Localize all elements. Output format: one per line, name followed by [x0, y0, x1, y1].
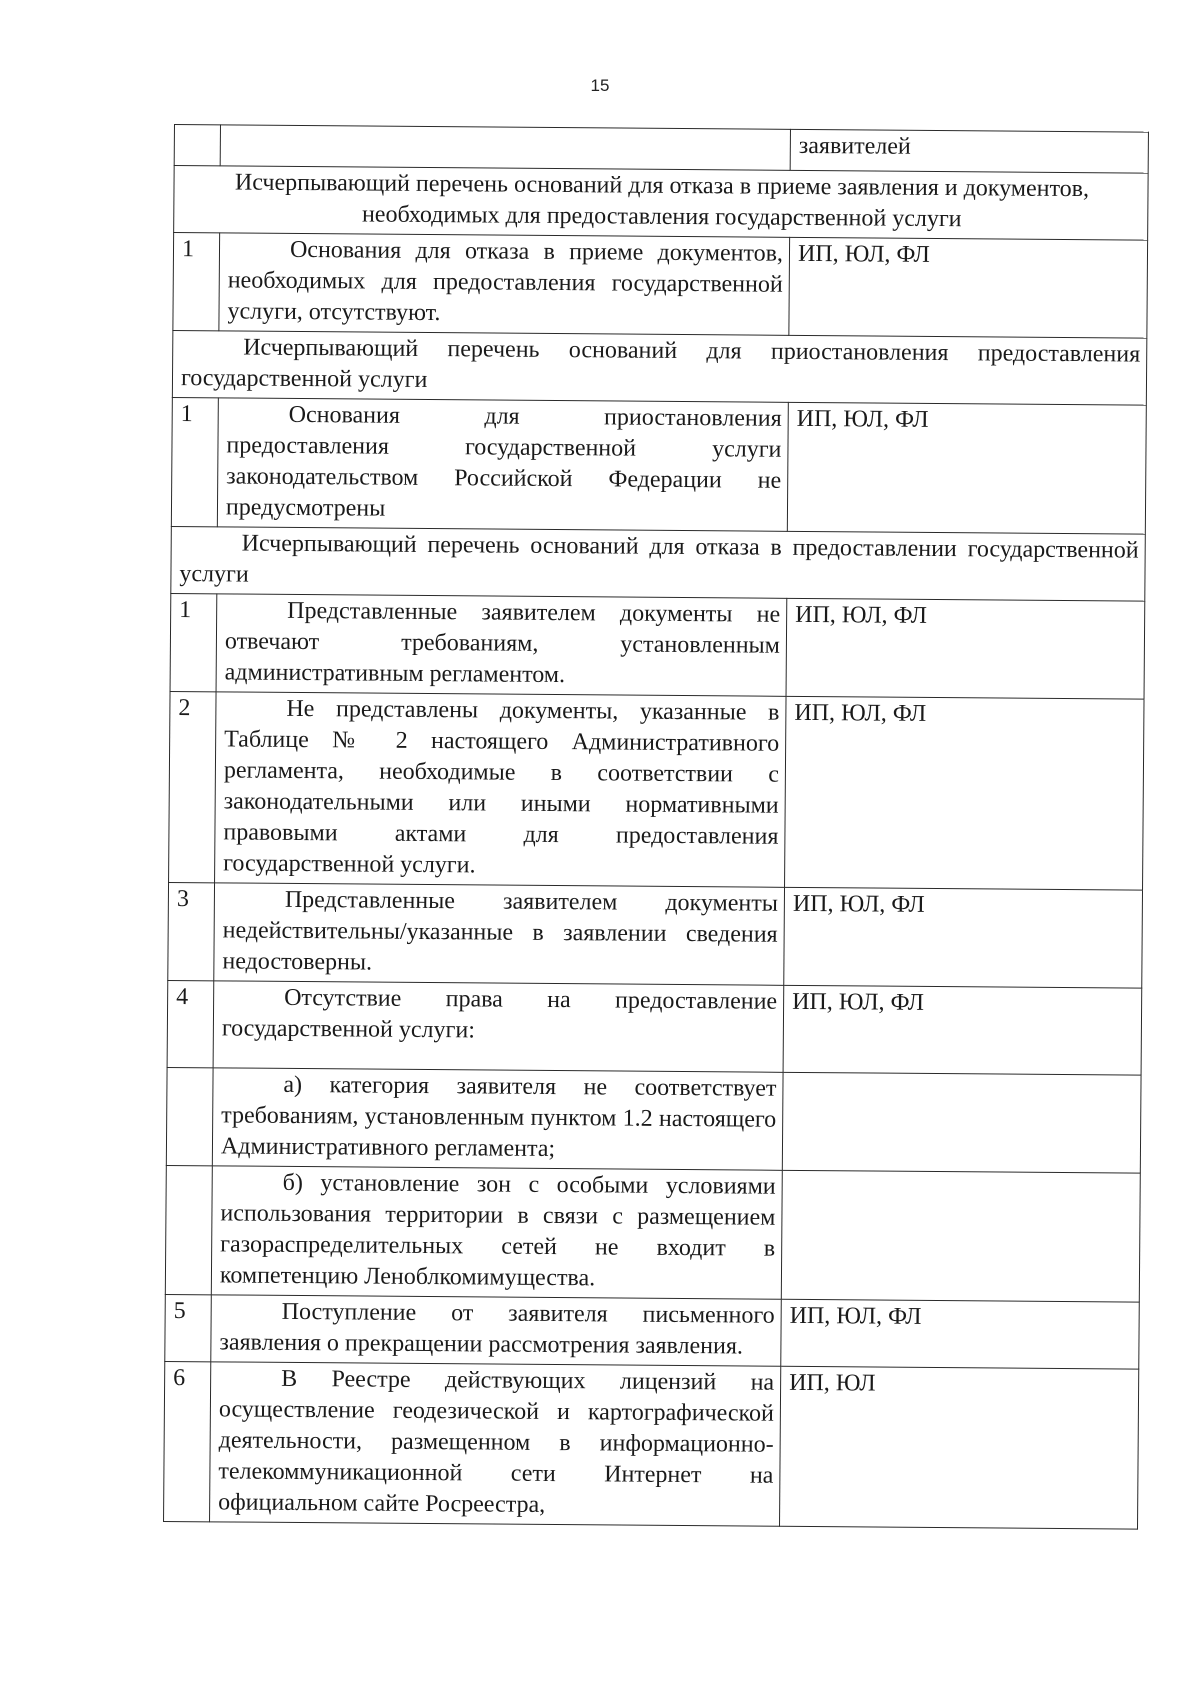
row-text: б) установление зон с особыми условиями использования территории в связи с размещением газораспределительных сетей не входит в компетенцию Леноблкомимущества.	[211, 1166, 782, 1299]
row-text: а) категория заявителя не соответствует требованиям, установленным пунктом 1.2 настоящего Административного регламента;	[212, 1068, 783, 1170]
applicant-type	[782, 1072, 1141, 1173]
table-row	[165, 1294, 1139, 1369]
row-text	[220, 125, 790, 170]
row-number: 2	[169, 691, 216, 882]
table-row	[167, 980, 1142, 1075]
applicant-type: ИП, ЮЛ, ФЛ	[787, 402, 1146, 534]
row-number	[174, 125, 220, 166]
row-text: В Реестре действующих лицензий на осуществление геодезической и картографической деятельности, размещенном в информационно-телекоммуникационной сети Интернет на официальном сайте Росреестра,	[210, 1362, 781, 1526]
applicant-type: ИП, ЮЛ, ФЛ	[784, 887, 1143, 988]
row-text: Представленные заявителем документы недействительны/указанные в заявлении сведения недостоверны.	[214, 883, 785, 985]
section-title: Исчерпывающий перечень оснований для приостановления предоставления государственной услуги	[172, 330, 1146, 405]
section-header-row	[172, 330, 1146, 405]
section-title: Исчерпывающий перечень оснований для отказа в приеме заявления и документов, необходимых для предоставления государственной услуги	[174, 166, 1148, 241]
row-number	[165, 1165, 212, 1294]
applicant-type: заявителей	[790, 129, 1148, 173]
table-row	[171, 397, 1146, 534]
table-row	[165, 1165, 1140, 1302]
row-number: 4	[167, 980, 214, 1067]
table-row	[169, 691, 1144, 890]
row-number: 1	[171, 397, 218, 526]
section-header-row	[174, 166, 1148, 241]
row-number: 1	[173, 233, 220, 331]
applicant-type: ИП, ЮЛ	[780, 1366, 1139, 1529]
applicant-type: ИП, ЮЛ, ФЛ	[781, 1299, 1140, 1369]
row-text: Поступление от заявителя письменного заявления о прекращении рассмотрения заявления.	[211, 1295, 782, 1366]
table-row	[166, 1067, 1141, 1173]
row-number: 3	[168, 882, 215, 980]
row-text: Отсутствие права на предоставление государственной услуги:	[213, 981, 784, 1072]
table-row	[168, 882, 1143, 988]
row-text: Основания для приостановления предоставления государственной услуги законодательством Российской Федерации не предусмотрены	[217, 398, 788, 531]
table-row	[170, 593, 1145, 699]
row-number	[166, 1067, 213, 1165]
page-number: 15	[590, 76, 610, 95]
row-text: Основания для отказа в приеме документов, необходимых для предоставления государственной услуги, отсутствуют.	[219, 233, 790, 335]
section-title: Исчерпывающий перечень оснований для отказа в предоставлении государственной услуги	[171, 526, 1145, 601]
applicant-type: ИП, ЮЛ, ФЛ	[783, 985, 1142, 1075]
row-number: 1	[170, 593, 217, 691]
table-row	[173, 233, 1148, 339]
applicant-type	[781, 1170, 1140, 1302]
row-text: Представленные заявителем документы не отвечают требованиям, установленным административным регламентом.	[216, 594, 787, 696]
document-table	[163, 124, 1149, 1530]
row-number: 5	[165, 1294, 212, 1361]
applicant-type: ИП, ЮЛ, ФЛ	[786, 598, 1145, 699]
applicant-type: ИП, ЮЛ, ФЛ	[789, 237, 1148, 338]
row-text: Не представлены документы, указанные в Таблице № 2 настоящего Административного регламента, необходимые в соответствии с законодательными или иными нормативными правовыми актами для предоставления государственной услуги.	[215, 692, 786, 887]
table-row	[164, 1361, 1139, 1529]
applicant-type: ИП, ЮЛ, ФЛ	[785, 696, 1144, 890]
row-number: 6	[164, 1361, 211, 1521]
section-header-row	[171, 526, 1145, 601]
